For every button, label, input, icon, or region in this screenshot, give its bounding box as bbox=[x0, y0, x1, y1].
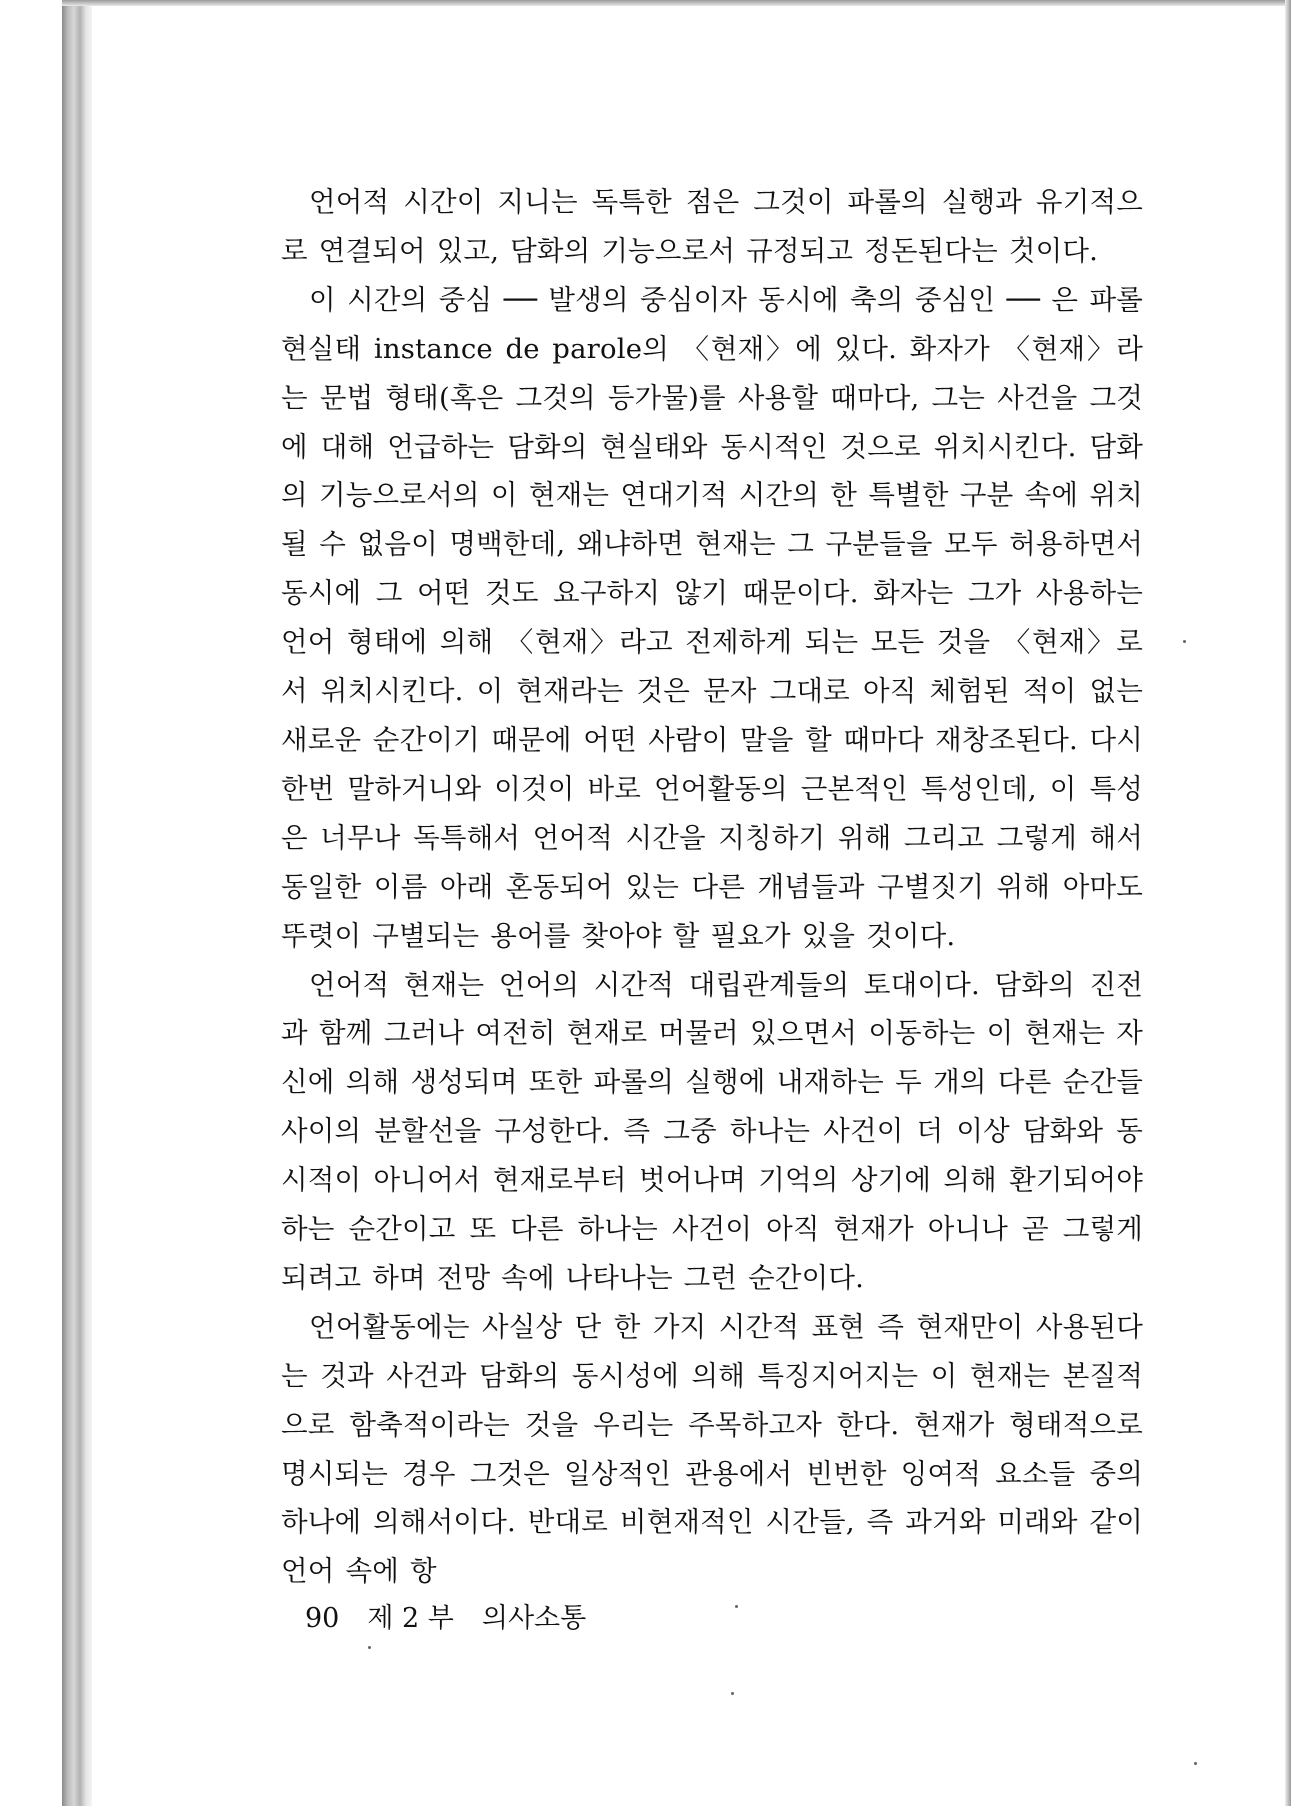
scan-speck bbox=[735, 1605, 738, 1608]
paragraph-2: 이 시간의 중심 ── 발생의 중심이자 동시에 축의 중심인 ── 은 파롤 현실태 instance de parole의 〈현재〉에 있다. 화자가 〈현재〉라는 문법 형태(혹은 그것의 등가물)를 사용할 때마다, 그는 사건을 그것에 대해 언급하는 담화의 현실태와 동시적인 것으로 위치시킨다. 담화의 기능으로서의 이 현재는 연대기적 시간의 한 특별한 구분 속에 위치될 수 없음이 명백한데, 왜냐하면 현재는 그 구분들을 모두 허용하면서 동시에 그 어떤 것도 요구하지 않기 때문이다. 화자는 그가 사용하는 언어 형태에 의해 〈현재〉라고 전제하게 되는 모든 것을 〈현재〉로서 위치시킨다. 이 현재라는 것은 문자 그대로 아직 체험된 적이 없는 새로운 순간이기 때문에 어떤 사람이 말을 할 때마다 재창조된다. 다시 한번 말하거니와 이것이 바로 언어활동의 근본적인 특성인데, 이 특성은 너무나 독특해서 언어적 시간을 지칭하기 위해 그리고 그렇게 해서 동일한 이름 아래 혼동되어 있는 다른 개념들과 구별짓기 위해 아마도 뚜렷이 구별되는 용어를 찾아야 할 필요가 있을 것이다. bbox=[281, 283, 1143, 952]
paragraph-3: 언어적 현재는 언어의 시간적 대립관계들의 토대이다. 담화의 진전과 함께 그러나 여전히 현재로 머물러 있으면서 이동하는 이 현재는 자신에 의해 생성되며 또한 파롤의 실행에 내재하는 두 개의 다른 순간들 사이의 분할선을 구성한다. 즉 그중 하나는 사건이 더 이상 담화와 동시적이 아니어서 현재로부터 벗어나며 기억의 상기에 의해 환기되어야 하는 순간이고 또 다른 하나는 사건이 아직 현재가 아니나 곧 그렇게 되려고 하며 전망 속에 나타나는 그런 순간이다. bbox=[281, 968, 1143, 1294]
page-edges-left bbox=[62, 0, 92, 1806]
scan-speck bbox=[1183, 640, 1186, 643]
paragraph-1: 언어적 시간이 지니는 독특한 점은 그것이 파롤의 실행과 유기적으로 연결되어 있고, 담화의 기능으로서 규정되고 정돈된다는 것이다. bbox=[281, 186, 1143, 267]
scan-speck bbox=[1194, 1762, 1197, 1765]
page-footer bbox=[305, 1596, 614, 1635]
body-text bbox=[281, 178, 1143, 1596]
footer-section: 의사소통 bbox=[481, 1603, 587, 1634]
scan-speck bbox=[731, 1692, 734, 1695]
scan-speck bbox=[368, 1646, 371, 1649]
page-edge-right bbox=[1285, 0, 1291, 1806]
footer-part: 제 2 부 bbox=[367, 1603, 454, 1634]
page-number: 90 bbox=[305, 1603, 340, 1634]
paragraph-4: 언어활동에는 사실상 단 한 가지 시간적 표현 즉 현재만이 사용된다는 것과 사건과 담화의 동시성에 의해 특징지어지는 이 현재는 본질적으로 함축적이라는 것을 우리는 주목하고자 한다. 현재가 형태적으로 명시되는 경우 그것은 일상적인 관용에서 빈번한 잉여적 요소들 중의 하나에 의해서이다. 반대로 비현재적인 시간들, 즉 과거와 미래와 같이 언어 속에 항 bbox=[281, 1310, 1143, 1588]
